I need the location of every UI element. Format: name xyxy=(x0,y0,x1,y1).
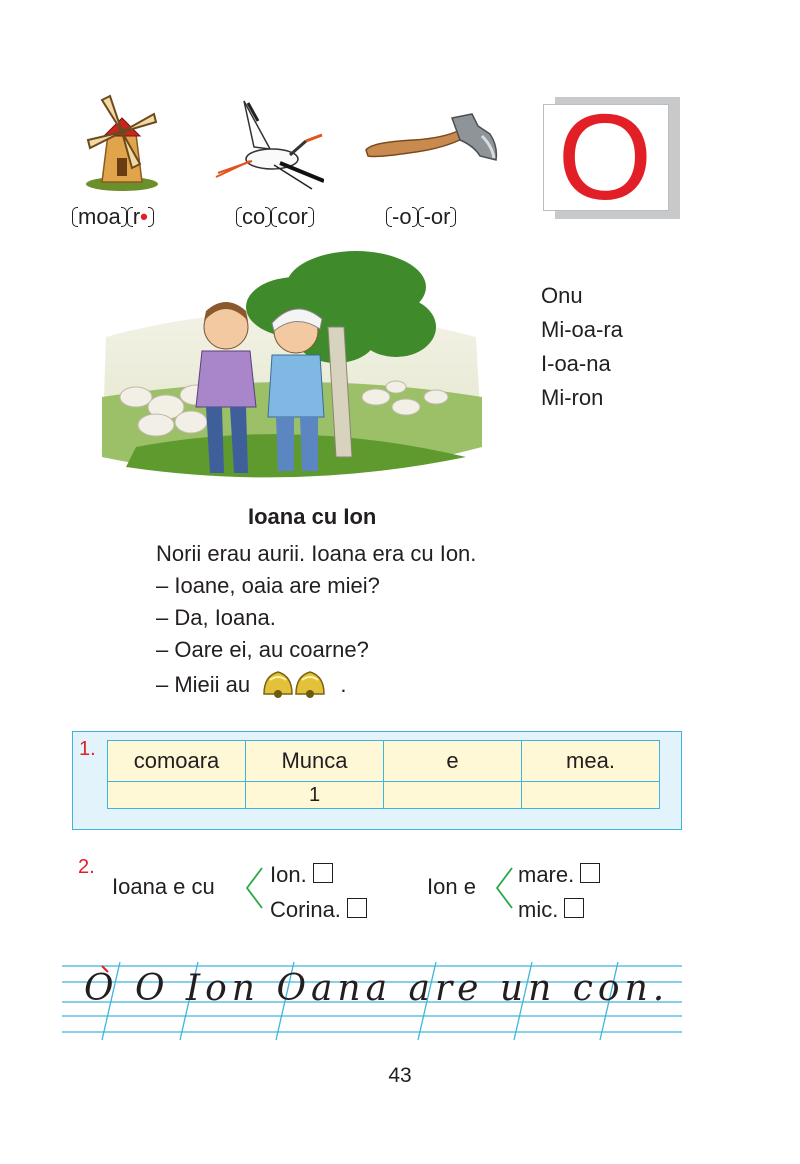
story-line: – Ioane, oaia are miei? xyxy=(156,573,380,598)
option-label: mare. xyxy=(518,862,575,887)
syllable-card: cor xyxy=(271,205,314,229)
exercise-2-left-stem: Ioana e cu xyxy=(112,874,215,899)
red-dot-icon: • xyxy=(140,204,148,229)
option-label: Ion. xyxy=(270,862,307,887)
stork-icon xyxy=(214,97,324,192)
option-row xyxy=(270,897,367,923)
syllable-card: moa xyxy=(72,205,127,229)
checkbox[interactable] xyxy=(564,898,584,918)
bracket-icon xyxy=(494,864,514,917)
story-line: – Mieii au xyxy=(156,672,251,697)
option-label: mic. xyxy=(518,897,559,922)
windmill-icon xyxy=(82,92,162,192)
word-list-item: Mi-oa-ra xyxy=(541,317,623,342)
option-row xyxy=(518,862,600,888)
story-line-last xyxy=(156,666,476,701)
syllable-card: -o xyxy=(386,205,418,229)
syllable-group-1 xyxy=(72,204,154,230)
word-list-item: Onu xyxy=(541,283,583,308)
word-cell: mea. xyxy=(522,741,660,782)
story-line: Norii erau aurii. Ioana era cu Ion. xyxy=(156,541,477,566)
answer-cell[interactable] xyxy=(108,782,246,809)
answer-cell[interactable] xyxy=(522,782,660,809)
answer-cell[interactable]: 1 xyxy=(246,782,384,809)
checkbox[interactable] xyxy=(313,863,333,883)
story-text xyxy=(156,538,476,701)
story-line: – Oare ei, au coarne? xyxy=(156,637,369,662)
word-list-item: I-oa-na xyxy=(541,351,611,376)
big-letter: O xyxy=(557,89,653,225)
syllable-group-2 xyxy=(236,204,314,230)
syllable-card: co xyxy=(236,205,271,229)
exercise-2-number: 2. xyxy=(78,856,95,878)
syllable-card: r• xyxy=(127,205,154,229)
word-cell: comoara xyxy=(108,741,246,782)
word-list xyxy=(541,279,623,415)
story-end-mark: . xyxy=(340,672,347,697)
word-cell: e xyxy=(384,741,522,782)
page-number: 43 xyxy=(388,1064,412,1087)
option-row xyxy=(270,862,333,888)
story-title: Ioana cu Ion xyxy=(248,504,377,529)
word-list-item: Mi-ron xyxy=(541,385,604,410)
answer-cell[interactable] xyxy=(384,782,522,809)
syllable-group-3 xyxy=(386,204,456,230)
handwriting-sample: O O Ion Oana are un con. xyxy=(84,968,670,1009)
exercise-1-number: 1. xyxy=(79,738,96,760)
word-cell: Munca xyxy=(246,741,384,782)
bracket-icon xyxy=(244,864,264,917)
children-with-sheep-illustration xyxy=(96,247,488,483)
option-label: Corina. xyxy=(270,897,341,922)
option-row xyxy=(518,897,584,923)
exercise-2-right-stem: Ion e xyxy=(427,874,476,899)
checkbox[interactable] xyxy=(580,863,600,883)
checkbox[interactable] xyxy=(347,898,367,918)
story-line: – Da, Ioana. xyxy=(156,605,276,630)
syllable-card: -or xyxy=(418,205,457,229)
bells-icon xyxy=(260,666,334,700)
axe-icon xyxy=(364,112,504,172)
word-order-table xyxy=(107,740,660,809)
